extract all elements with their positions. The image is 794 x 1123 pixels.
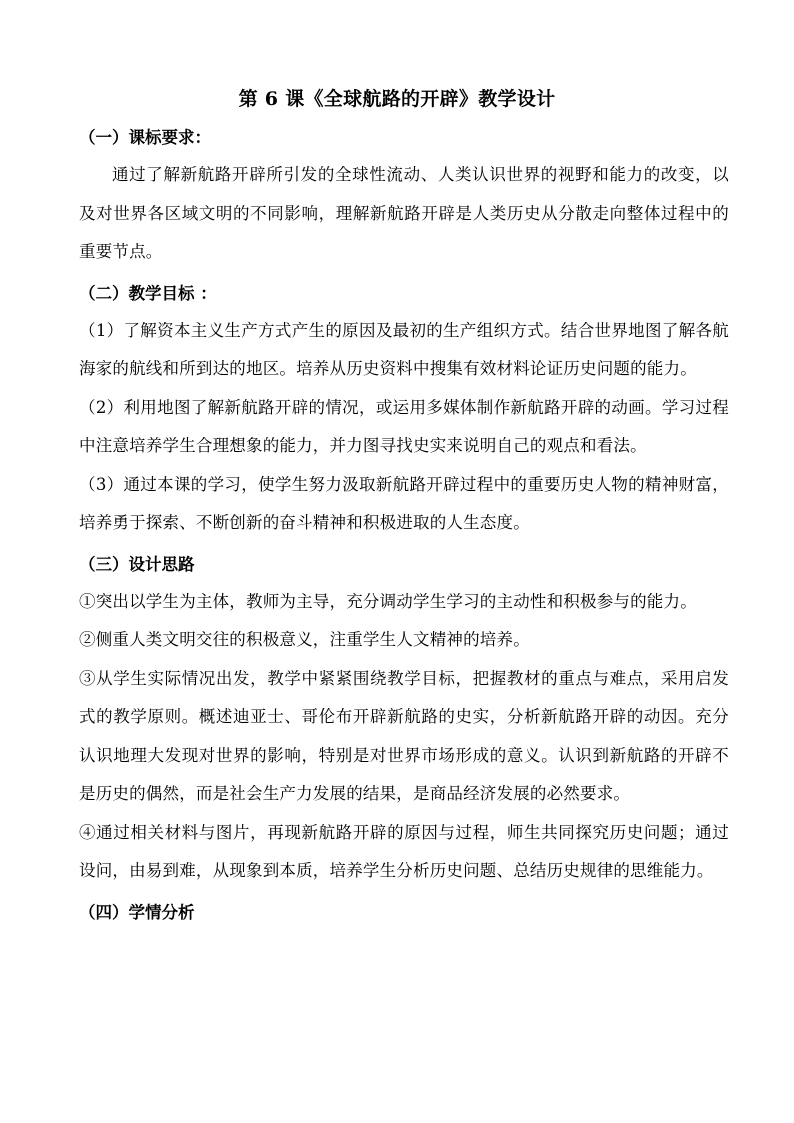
section-heading: （三）设计思路	[79, 554, 195, 574]
paragraph: （1）了解资本主义生产方式产生的原因及最初的生产组织方式。结合世界地图了解各航海家的航线和所到达的地区。培养从历史资料中搜集有效材料论证历史问题的能力。	[79, 320, 729, 378]
section-teaching-objectives	[79, 276, 729, 543]
paragraph: 通过了解新航路开辟所引发的全球性流动、人类认识世界的视野和能力的改变，以及对世界各区域文明的不同影响，理解新航路开辟是人类历史从分散走向整体过程中的重要节点。	[79, 165, 729, 261]
section-heading: （四）学情分析	[79, 902, 195, 922]
paragraph: （3）通过本课的学习，使学生努力汲取新航路开辟过程中的重要历史人物的精神财富，培养勇于探索、不断创新的奋斗精神和积极进取的人生态度。	[79, 474, 729, 532]
paragraph: （2）利用地图了解新航路开辟的情况，或运用多媒体制作新航路开辟的动画。学习过程中注意培养学生合理想象的能力，并力图寻找史实来说明自己的观点和看法。	[79, 397, 729, 455]
section-heading: （一）课标要求：	[79, 128, 211, 147]
section-curriculum-standards	[79, 120, 729, 272]
document-title: 第 6 课《全球航路的开辟》教学设计	[238, 88, 556, 110]
section-learner-analysis	[79, 895, 729, 931]
paragraph: ③从学生实际情况出发，教学中紧紧围绕教学目标，把握教材的重点与难点，采用启发式的教学原则。概述迪亚士、哥伦布开辟新航路的史实，分析新航路开辟的动因。充分认识地理大发现对世界的影响，特别是对世界市场形成的意义。认识到新航路的开辟不是历史的偶然，而是社会生产力发展的结果，是商品经济发展的必然要求。	[79, 668, 729, 803]
paragraph: ①突出以学生为主体，教师为主导，充分调动学生学习的主动性和积极参与的能力。	[79, 591, 697, 611]
document-body	[79, 120, 729, 931]
paragraph: ④通过相关材料与图片，再现新航路开辟的原因与过程，师生共同探究历史问题；通过设问，由易到难，从现象到本质，培养学生分析历史问题、总结历史规律的思维能力。	[79, 822, 729, 880]
paragraph: ②侧重人类文明交往的积极意义，注重学生人文精神的培养。	[79, 630, 530, 649]
section-heading: （二）教学目标 ：	[79, 283, 217, 303]
section-design-ideas	[79, 547, 729, 891]
